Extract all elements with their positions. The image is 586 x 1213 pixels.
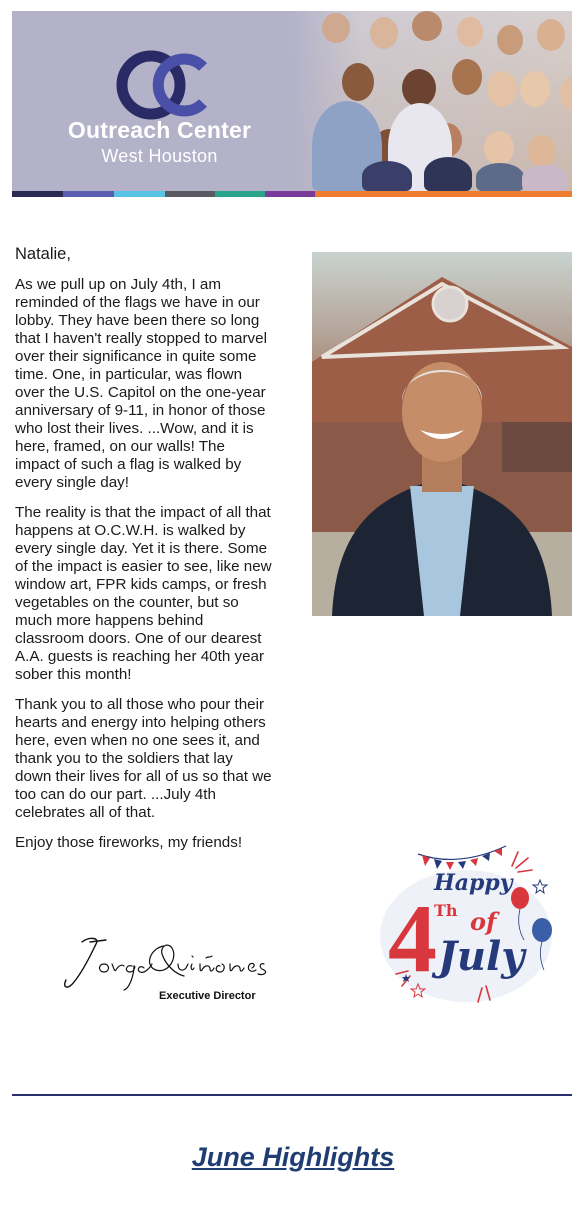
letter-body <box>15 245 273 864</box>
director-photo <box>312 252 572 616</box>
signature-title: Executive Director <box>159 990 256 1002</box>
letter-paragraph: As we pull up on July 4th, I am reminded of the flags we have in our lobby. They have been there so long that I haven't really stopped to marvel over their significance in quite some time. One, in particular, was flown over the U.S. Capitol on the one-year anniversary of 9-11, in honor of those who lost their lives. ...Wow, and it is here, framed, on our walls! The impact of such a flag is walked by every single day! <box>15 276 267 491</box>
header-banner <box>12 11 572 191</box>
color-stripe-4 <box>165 191 215 197</box>
color-stripe-6 <box>265 191 315 197</box>
june-highlights-heading: June Highlights <box>191 1142 395 1172</box>
greeting: Natalie, <box>15 245 71 263</box>
color-stripe-5 <box>215 191 265 197</box>
letter-paragraph: The reality is that the impact of all that happens at O.C.W.H. is walked by every single day. Yet it is there. Some of the impact is easier to see, like new window art, FPR kids camps, or fresh vegetables on the counter, but so much more happens behind classroom doors. One of our dearest A.A. guests is reaching her 40th year sober this month! <box>15 504 272 683</box>
section-divider <box>12 1094 572 1096</box>
july-text: July <box>438 933 525 980</box>
color-stripe-3 <box>114 191 165 197</box>
happy-4th-of-july-graphic <box>378 836 558 1014</box>
org-name: Outreach Center <box>67 117 252 143</box>
th-text: Th <box>434 901 458 920</box>
four-numeral: 4 <box>388 885 437 993</box>
color-stripe-1 <box>12 191 63 197</box>
color-stripe-2 <box>63 191 114 197</box>
happy-text: Happy <box>434 870 513 896</box>
of-text: of <box>470 907 497 936</box>
color-stripe-7 <box>315 191 572 197</box>
letter-paragraph: Thank you to all those who pour their hearts and energy into helping others here, even when no one sees it, and thank you to the soldiers that lay down their lives for all of us so that we too can do our part. ...July 4th celebrates all of that. <box>15 696 272 821</box>
crowd-photo <box>292 11 572 191</box>
oc-logo-icon <box>115 45 211 125</box>
org-subtitle: West Houston <box>101 146 218 166</box>
letter-paragraph: Enjoy those fireworks, my friends! <box>15 834 243 851</box>
